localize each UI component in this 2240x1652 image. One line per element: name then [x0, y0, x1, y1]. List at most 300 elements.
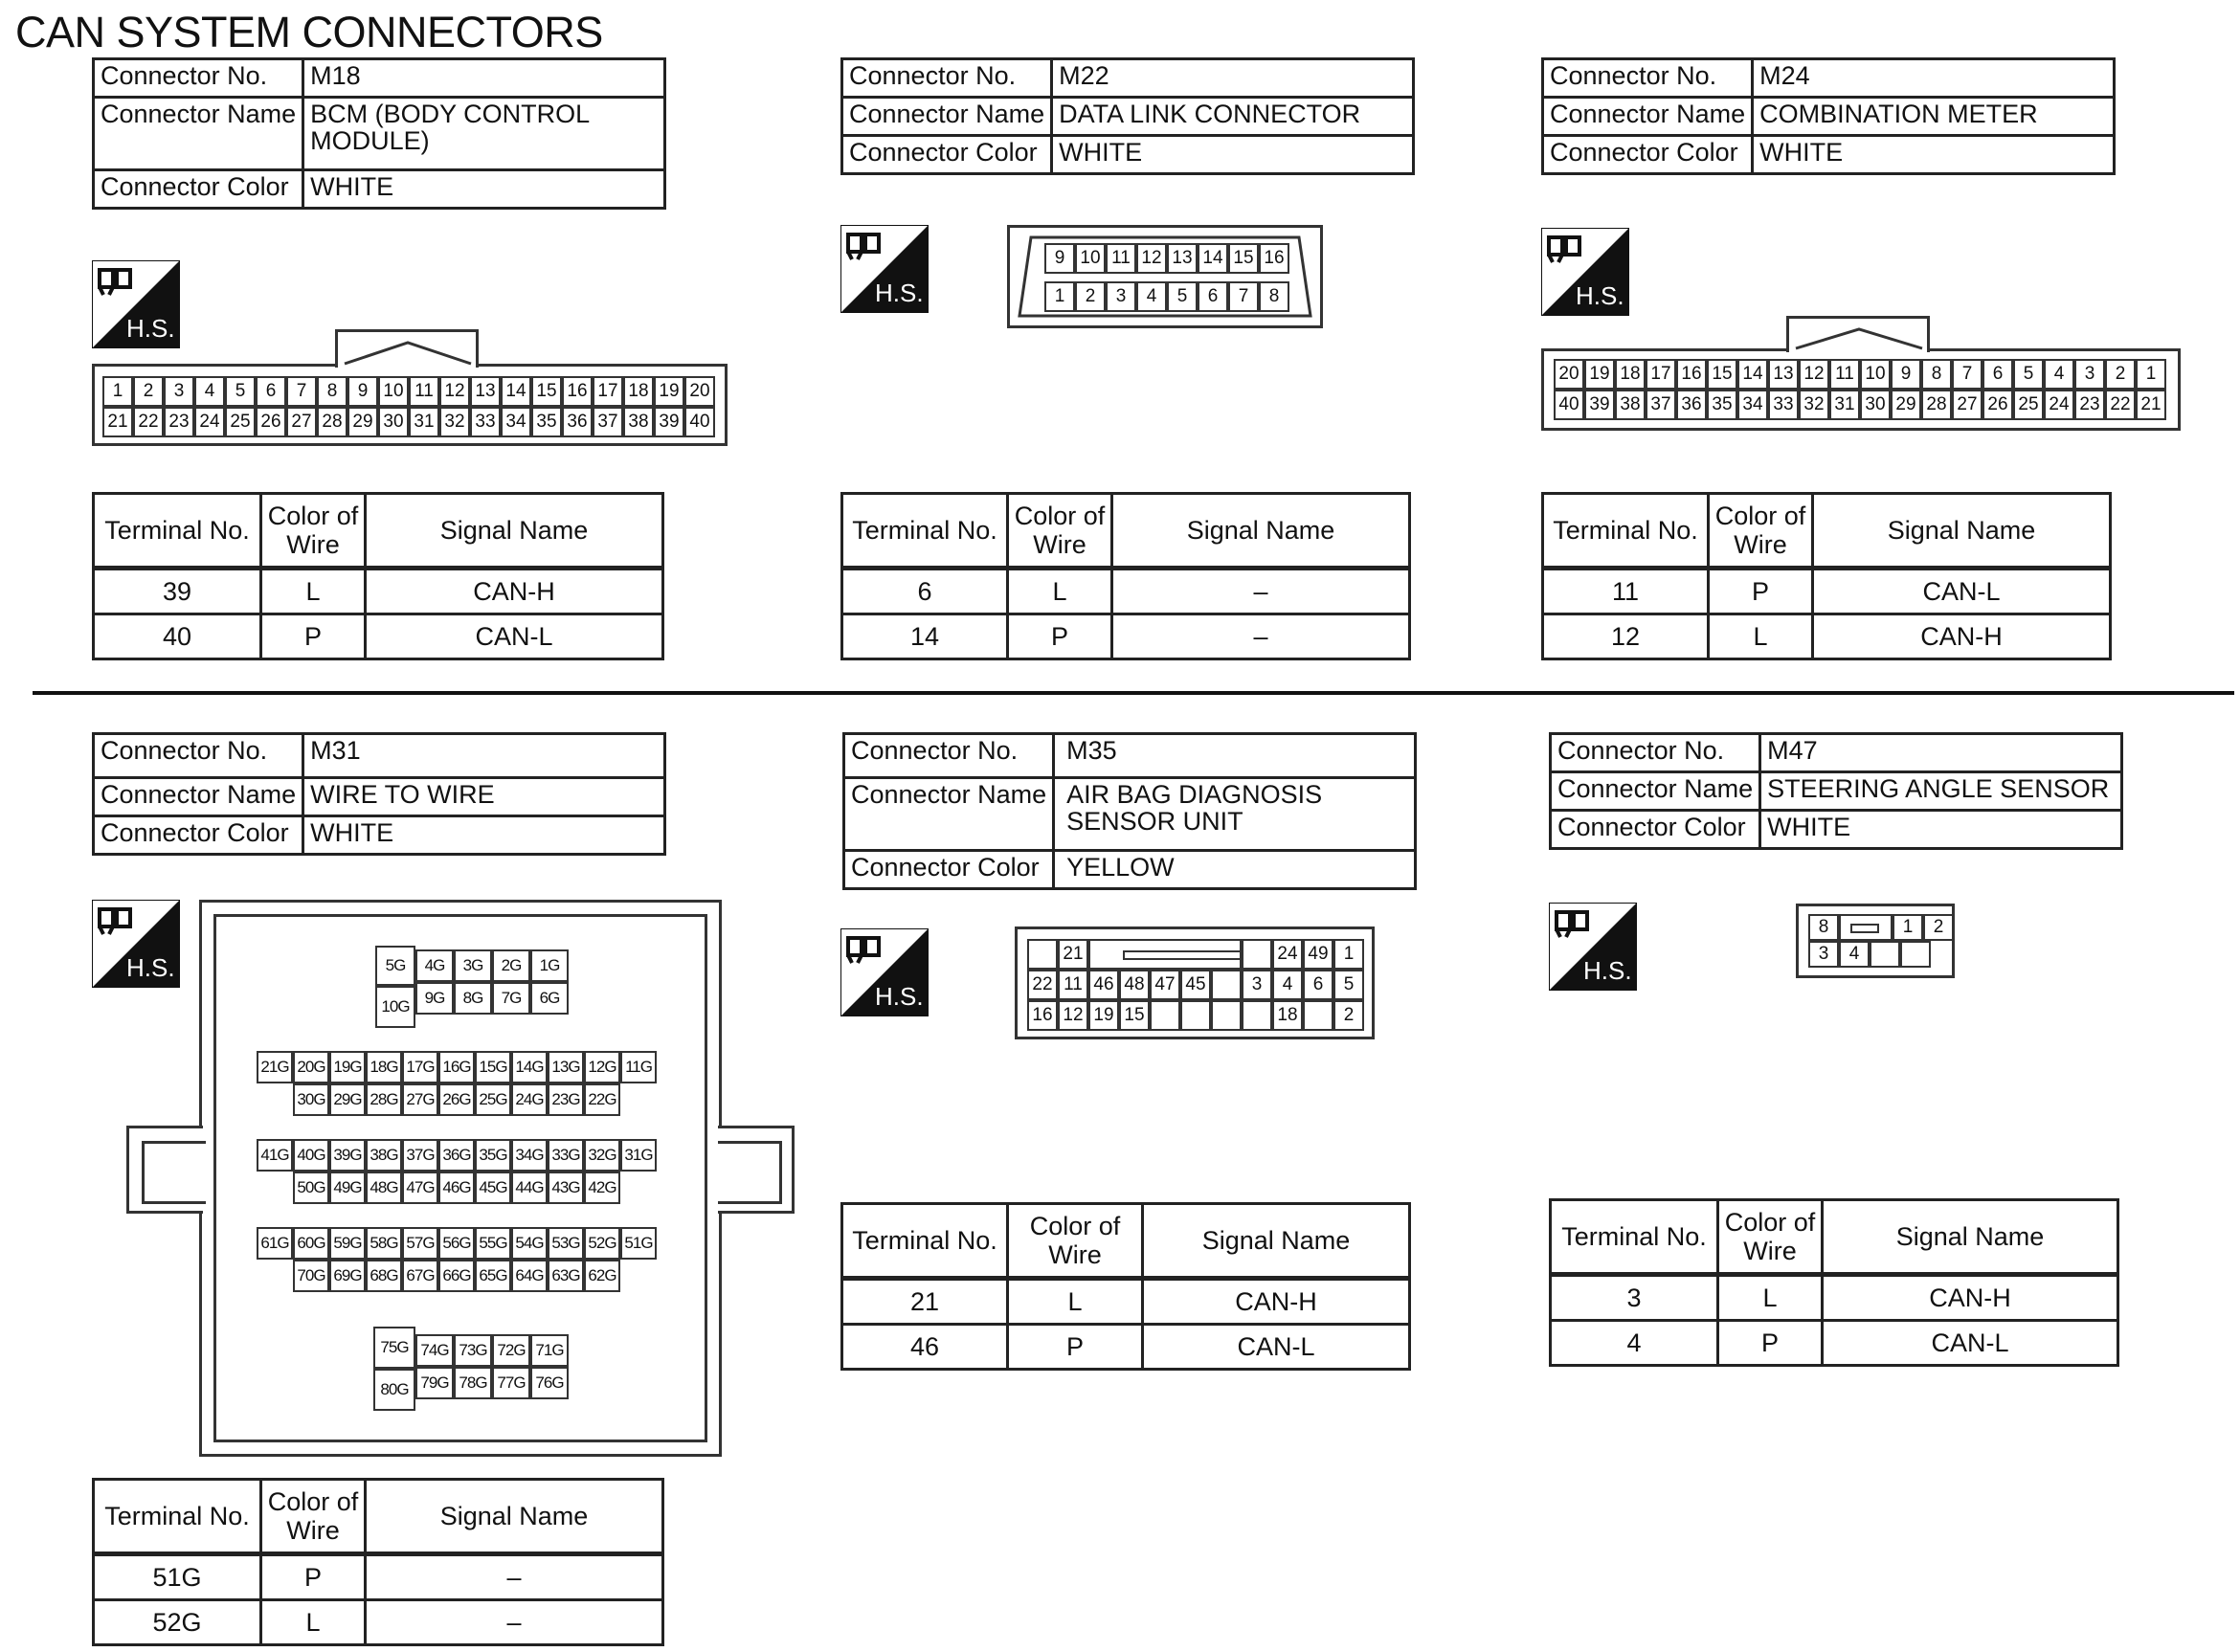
pin-15G: 15G — [475, 1051, 511, 1083]
pin-13: 13 — [1768, 359, 1799, 390]
pin-3: 3 — [1242, 970, 1272, 1000]
pin-56G: 56G — [438, 1227, 475, 1260]
wire-cell: L — [1718, 1275, 1823, 1321]
pin-76G: 76G — [530, 1367, 569, 1399]
pin-5: 5 — [1167, 281, 1198, 312]
pin-27: 27 — [286, 407, 317, 437]
connector-color-value: WHITE — [303, 170, 665, 209]
empty-cavity — [1211, 970, 1242, 1000]
signal-cell: – — [366, 1600, 663, 1645]
header-signal-name: Signal Name — [366, 1480, 663, 1554]
label-connector-no: Connector No. — [1551, 734, 1760, 772]
empty-cavity — [1303, 1000, 1333, 1031]
pin-47G: 47G — [402, 1172, 438, 1204]
header-color-of-wire-line2: Wire — [1734, 530, 1787, 559]
page-title: CAN SYSTEM CONNECTORS — [15, 8, 603, 56]
pin-6: 6 — [1198, 281, 1228, 312]
pin-27G: 27G — [402, 1083, 438, 1116]
pin-3: 3 — [164, 376, 194, 407]
label-connector-color: Connector Color — [842, 136, 1052, 174]
pin-23G: 23G — [548, 1083, 584, 1116]
pin-31G: 31G — [620, 1139, 657, 1172]
pin-23: 23 — [164, 407, 194, 437]
pin-28G: 28G — [366, 1083, 402, 1116]
pin-11: 11 — [1106, 243, 1136, 274]
connector-info-m22 — [840, 57, 1415, 175]
wire-cell: P — [261, 1554, 366, 1600]
harness-side-icon — [840, 225, 929, 313]
pin-4G: 4G — [415, 949, 454, 982]
pin-19: 19 — [1088, 1000, 1119, 1031]
pin-28: 28 — [1921, 390, 1952, 420]
pin-11: 11 — [1058, 970, 1088, 1000]
pin-10G: 10G — [375, 986, 415, 1028]
wire-cell: L — [1709, 614, 1813, 659]
header-terminal-no: Terminal No. — [1543, 494, 1709, 569]
empty-cavity — [1870, 941, 1900, 968]
label-connector-color: Connector Color — [94, 170, 303, 209]
pin-22G: 22G — [584, 1083, 620, 1116]
pin-40: 40 — [684, 407, 715, 437]
label-connector-color: Connector Color — [94, 816, 303, 855]
pin-35: 35 — [1707, 390, 1737, 420]
pin-1: 1 — [1044, 281, 1075, 312]
pin-49G: 49G — [329, 1172, 366, 1204]
signal-cell: CAN-L — [1823, 1321, 2118, 1366]
pin-42G: 42G — [584, 1172, 620, 1204]
connector-color-value: WHITE — [1052, 136, 1414, 174]
pin-58G: 58G — [366, 1227, 402, 1260]
pin-30: 30 — [378, 407, 409, 437]
pin-41G: 41G — [257, 1139, 293, 1172]
header-color-of-wire-line2: Wire — [286, 530, 340, 559]
hs-label: H.S. — [1583, 956, 1632, 985]
table-row — [842, 1325, 1410, 1370]
pin-21: 21 — [2136, 390, 2166, 420]
m47-key-slot — [1839, 914, 1893, 941]
pin-28: 28 — [317, 407, 347, 437]
connector-info-m35 — [842, 732, 1417, 890]
label-connector-name: Connector Name — [842, 98, 1052, 136]
pin-29G: 29G — [329, 1083, 366, 1116]
pin-25: 25 — [2013, 390, 2044, 420]
table-row — [1551, 1275, 2118, 1321]
wire-cell: P — [1008, 614, 1112, 659]
pin-46G: 46G — [438, 1172, 475, 1204]
terminal-table-m31 — [92, 1478, 664, 1646]
label-connector-name: Connector Name — [1543, 98, 1753, 136]
connector-name-value: AIR BAG DIAGNOSIS SENSOR UNIT — [1054, 778, 1416, 851]
pin-22: 22 — [133, 407, 164, 437]
pin-12: 12 — [1799, 359, 1829, 390]
pin-22: 22 — [2105, 390, 2136, 420]
pin-64G: 64G — [511, 1260, 548, 1292]
label-connector-no: Connector No. — [842, 59, 1052, 98]
pin-4: 4 — [1839, 941, 1870, 968]
pin-18: 18 — [1615, 359, 1646, 390]
table-row — [94, 569, 663, 614]
connector-no-value: M31 — [303, 734, 665, 778]
header-terminal-no: Terminal No. — [842, 494, 1008, 569]
pin-17: 17 — [1646, 359, 1676, 390]
table-row — [842, 569, 1410, 614]
connector-no-value: M22 — [1052, 59, 1414, 98]
pin-34: 34 — [1737, 390, 1768, 420]
table-row — [94, 614, 663, 659]
pin-10: 10 — [378, 376, 409, 407]
connector-face-m22 — [1007, 225, 1323, 328]
pin-60G: 60G — [293, 1227, 329, 1260]
pin-2: 2 — [1333, 1000, 1364, 1031]
m31-side-latch-right-inner — [718, 1141, 782, 1204]
pin-39: 39 — [1584, 390, 1615, 420]
pin-17G: 17G — [402, 1051, 438, 1083]
pin-59G: 59G — [329, 1227, 366, 1260]
lock-tab-outline — [1794, 324, 1924, 350]
header-color-of-wire — [1008, 494, 1112, 569]
label-connector-name: Connector Name — [94, 98, 303, 170]
pin-14: 14 — [1198, 243, 1228, 274]
pin-24: 24 — [1272, 939, 1303, 970]
pin-49: 49 — [1303, 939, 1333, 970]
pin-24G: 24G — [511, 1083, 548, 1116]
pin-19: 19 — [1584, 359, 1615, 390]
signal-cell: CAN-H — [366, 569, 663, 614]
pin-19: 19 — [654, 376, 684, 407]
connector-info-m18 — [92, 57, 666, 210]
pin-78G: 78G — [454, 1367, 492, 1399]
pin-16G: 16G — [438, 1051, 475, 1083]
pin-71G: 71G — [530, 1334, 569, 1367]
m47-key-bar — [1850, 924, 1879, 933]
pin-44G: 44G — [511, 1172, 548, 1204]
signal-cell: – — [366, 1554, 663, 1600]
pin-5: 5 — [225, 376, 256, 407]
pin-18G: 18G — [366, 1051, 402, 1083]
pin-16: 16 — [1027, 1000, 1058, 1031]
terminal-cell: 12 — [1543, 614, 1709, 659]
pin-29: 29 — [1891, 390, 1921, 420]
pin-9G: 9G — [415, 982, 454, 1015]
pin-1: 1 — [1893, 914, 1923, 941]
hs-label: H.S. — [875, 982, 924, 1011]
pin-37: 37 — [593, 407, 623, 437]
label-connector-no: Connector No. — [94, 734, 303, 778]
pin-1: 1 — [2136, 359, 2166, 390]
harness-side-icon — [92, 260, 180, 348]
connector-color-value: YELLOW — [1054, 851, 1416, 889]
connector-name-value: WIRE TO WIRE — [303, 778, 665, 816]
pin-16: 16 — [1259, 243, 1289, 274]
pin-52G: 52G — [584, 1227, 620, 1260]
pin-8: 8 — [1259, 281, 1289, 312]
pin-77G: 77G — [492, 1367, 530, 1399]
header-signal-name: Signal Name — [1143, 1204, 1410, 1279]
header-color-of-wire — [1709, 494, 1813, 569]
pin-54G: 54G — [511, 1227, 548, 1260]
pin-3G: 3G — [454, 949, 492, 982]
connector-face-m24 — [1541, 348, 2181, 431]
pin-46: 46 — [1088, 970, 1119, 1000]
pin-30G: 30G — [293, 1083, 329, 1116]
pin-25G: 25G — [475, 1083, 511, 1116]
empty-cavity — [1150, 1000, 1180, 1031]
pin-11: 11 — [409, 376, 439, 407]
header-terminal-no: Terminal No. — [94, 1480, 261, 1554]
pin-36G: 36G — [438, 1139, 475, 1172]
section-divider — [33, 691, 2234, 695]
terminal-cell: 46 — [842, 1325, 1008, 1370]
pin-17: 17 — [593, 376, 623, 407]
pin-33G: 33G — [548, 1139, 584, 1172]
terminal-cell: 21 — [842, 1279, 1008, 1325]
pin-1G: 1G — [530, 949, 569, 982]
connector-name-value: STEERING ANGLE SENSOR — [1760, 772, 2122, 811]
label-connector-name: Connector Name — [844, 778, 1054, 851]
pin-47: 47 — [1150, 970, 1180, 1000]
pin-4: 4 — [2044, 359, 2074, 390]
pin-15: 15 — [1707, 359, 1737, 390]
empty-cavity — [1242, 939, 1272, 970]
pin-55G: 55G — [475, 1227, 511, 1260]
pin-36: 36 — [1676, 390, 1707, 420]
connector-color-value: WHITE — [1753, 136, 2115, 174]
pin-20: 20 — [1554, 359, 1584, 390]
pin-11G: 11G — [620, 1051, 657, 1083]
pin-34: 34 — [501, 407, 531, 437]
pin-29: 29 — [347, 407, 378, 437]
pin-70G: 70G — [293, 1260, 329, 1292]
pin-15: 15 — [1228, 243, 1259, 274]
pin-48: 48 — [1119, 970, 1150, 1000]
pin-22: 22 — [1027, 970, 1058, 1000]
signal-cell: CAN-H — [1823, 1275, 2118, 1321]
pin-6G: 6G — [530, 982, 569, 1015]
terminal-cell: 14 — [842, 614, 1008, 659]
pin-19G: 19G — [329, 1051, 366, 1083]
pin-6: 6 — [256, 376, 286, 407]
pin-31: 31 — [409, 407, 439, 437]
pin-45: 45 — [1180, 970, 1211, 1000]
signal-cell: CAN-L — [1813, 569, 2111, 614]
empty-cavity — [1027, 939, 1058, 970]
connector-name-value: DATA LINK CONNECTOR — [1052, 98, 1414, 136]
pin-9: 9 — [1891, 359, 1921, 390]
pin-1: 1 — [102, 376, 133, 407]
pin-35: 35 — [531, 407, 562, 437]
pin-32: 32 — [439, 407, 470, 437]
header-color-of-wire-line1: Color of — [267, 1487, 359, 1516]
pin-10: 10 — [1075, 243, 1106, 274]
connector-face-m47 — [1796, 904, 1955, 978]
table-row — [94, 1554, 663, 1600]
harness-side-icon — [840, 928, 929, 1016]
pin-7: 7 — [286, 376, 317, 407]
pin-25: 25 — [225, 407, 256, 437]
pin-38: 38 — [623, 407, 654, 437]
pin-21G: 21G — [257, 1051, 293, 1083]
pin-14G: 14G — [511, 1051, 548, 1083]
pin-9: 9 — [347, 376, 378, 407]
pin-18: 18 — [623, 376, 654, 407]
harness-side-icon — [92, 900, 180, 988]
pin-32G: 32G — [584, 1139, 620, 1172]
pin-69G: 69G — [329, 1260, 366, 1292]
terminal-table-m47 — [1549, 1198, 2119, 1367]
pin-7: 7 — [1952, 359, 1982, 390]
pin-2: 2 — [133, 376, 164, 407]
header-color-of-wire-line2: Wire — [1743, 1237, 1797, 1265]
signal-cell: CAN-H — [1813, 614, 2111, 659]
pin-37G: 37G — [402, 1139, 438, 1172]
pin-40: 40 — [1554, 390, 1584, 420]
terminal-cell: 40 — [94, 614, 261, 659]
pin-24: 24 — [194, 407, 225, 437]
pin-5: 5 — [1333, 970, 1364, 1000]
m35-lock-bar — [1123, 950, 1257, 960]
pin-37: 37 — [1646, 390, 1676, 420]
pin-8: 8 — [1808, 914, 1839, 941]
wire-cell: L — [1008, 1279, 1143, 1325]
label-connector-color: Connector Color — [844, 851, 1054, 889]
pin-27: 27 — [1952, 390, 1982, 420]
header-color-of-wire — [261, 494, 366, 569]
table-row — [1543, 614, 2111, 659]
pin-18: 18 — [1272, 1000, 1303, 1031]
signal-cell: CAN-L — [366, 614, 663, 659]
header-color-of-wire-line1: Color of — [1724, 1208, 1816, 1237]
header-terminal-no: Terminal No. — [94, 494, 261, 569]
pin-2: 2 — [2105, 359, 2136, 390]
label-connector-name: Connector Name — [1551, 772, 1760, 811]
terminal-cell: 6 — [842, 569, 1008, 614]
pin-72G: 72G — [492, 1334, 530, 1367]
header-color-of-wire-line2: Wire — [286, 1516, 340, 1545]
pin-6: 6 — [1982, 359, 2013, 390]
pin-7: 7 — [1228, 281, 1259, 312]
pin-26: 26 — [256, 407, 286, 437]
pin-65G: 65G — [475, 1260, 511, 1292]
pin-48G: 48G — [366, 1172, 402, 1204]
connector-no-value: M24 — [1753, 59, 2115, 98]
pin-79G: 79G — [415, 1367, 454, 1399]
pin-80G: 80G — [373, 1369, 415, 1411]
pin-14: 14 — [1737, 359, 1768, 390]
pin-63G: 63G — [548, 1260, 584, 1292]
connector-color-value: WHITE — [1760, 811, 2122, 849]
label-connector-no: Connector No. — [94, 59, 303, 98]
signal-cell: CAN-H — [1143, 1279, 1410, 1325]
empty-cavity — [1242, 1000, 1272, 1031]
header-color-of-wire — [261, 1480, 366, 1554]
label-connector-color: Connector Color — [1551, 811, 1760, 849]
pin-12: 12 — [439, 376, 470, 407]
pin-13G: 13G — [548, 1051, 584, 1083]
connector-info-m24 — [1541, 57, 2116, 175]
header-color-of-wire-line2: Wire — [1048, 1240, 1102, 1269]
table-row — [842, 614, 1410, 659]
pin-13: 13 — [1167, 243, 1198, 274]
signal-cell: – — [1112, 569, 1410, 614]
pin-4: 4 — [1136, 281, 1167, 312]
wire-cell: L — [1008, 569, 1112, 614]
pin-31: 31 — [1829, 390, 1860, 420]
pin-51G: 51G — [620, 1227, 657, 1260]
empty-cavity — [1180, 1000, 1211, 1031]
pin-21: 21 — [102, 407, 133, 437]
wire-cell: P — [1709, 569, 1813, 614]
connector-name-value: BCM (BODY CONTROL MODULE) — [303, 98, 665, 170]
pin-16: 16 — [562, 376, 593, 407]
pin-7G: 7G — [492, 982, 530, 1015]
harness-side-icon — [1549, 903, 1637, 991]
pin-26G: 26G — [438, 1083, 475, 1116]
pin-2: 2 — [1075, 281, 1106, 312]
connector-no-value: M18 — [303, 59, 665, 98]
pin-32: 32 — [1799, 390, 1829, 420]
pin-40G: 40G — [293, 1139, 329, 1172]
terminal-cell: 51G — [94, 1554, 261, 1600]
pin-1: 1 — [1333, 939, 1364, 970]
wire-cell: P — [1008, 1325, 1143, 1370]
pin-39G: 39G — [329, 1139, 366, 1172]
table-row — [842, 1279, 1410, 1325]
pin-4: 4 — [1272, 970, 1303, 1000]
pin-5G: 5G — [375, 946, 415, 986]
signal-cell: CAN-L — [1143, 1325, 1410, 1370]
pin-21: 21 — [1058, 939, 1088, 970]
label-connector-no: Connector No. — [844, 734, 1054, 778]
pin-43G: 43G — [548, 1172, 584, 1204]
terminal-cell: 3 — [1551, 1275, 1718, 1321]
pin-3: 3 — [2074, 359, 2105, 390]
pin-45G: 45G — [475, 1172, 511, 1204]
connector-no-value: M47 — [1760, 734, 2122, 772]
lock-tab-outline — [343, 337, 473, 366]
header-terminal-no: Terminal No. — [1551, 1200, 1718, 1275]
pin-16: 16 — [1676, 359, 1707, 390]
terminal-table-m22 — [840, 492, 1411, 660]
pin-68G: 68G — [366, 1260, 402, 1292]
wire-cell: L — [261, 1600, 366, 1645]
header-signal-name: Signal Name — [366, 494, 663, 569]
pin-2G: 2G — [492, 949, 530, 982]
header-color-of-wire — [1008, 1204, 1143, 1279]
table-row — [94, 1600, 663, 1645]
header-color-of-wire-line1: Color of — [1029, 1212, 1121, 1240]
pin-8: 8 — [1921, 359, 1952, 390]
pin-67G: 67G — [402, 1260, 438, 1292]
m35-lock-slot — [1088, 939, 1242, 970]
pin-66G: 66G — [438, 1260, 475, 1292]
pin-53G: 53G — [548, 1227, 584, 1260]
label-connector-name: Connector Name — [94, 778, 303, 816]
connector-info-m31 — [92, 732, 666, 856]
hs-label: H.S. — [126, 953, 175, 982]
pin-12: 12 — [1136, 243, 1167, 274]
header-color-of-wire — [1718, 1200, 1823, 1275]
terminal-cell: 52G — [94, 1600, 261, 1645]
wire-cell: P — [261, 614, 366, 659]
terminal-cell: 11 — [1543, 569, 1709, 614]
pin-15: 15 — [1119, 1000, 1150, 1031]
terminal-table-m24 — [1541, 492, 2112, 660]
label-connector-color: Connector Color — [1543, 136, 1753, 174]
pin-20G: 20G — [293, 1051, 329, 1083]
header-color-of-wire-line1: Color of — [1714, 502, 1806, 530]
pin-13: 13 — [470, 376, 501, 407]
pin-38: 38 — [1615, 390, 1646, 420]
